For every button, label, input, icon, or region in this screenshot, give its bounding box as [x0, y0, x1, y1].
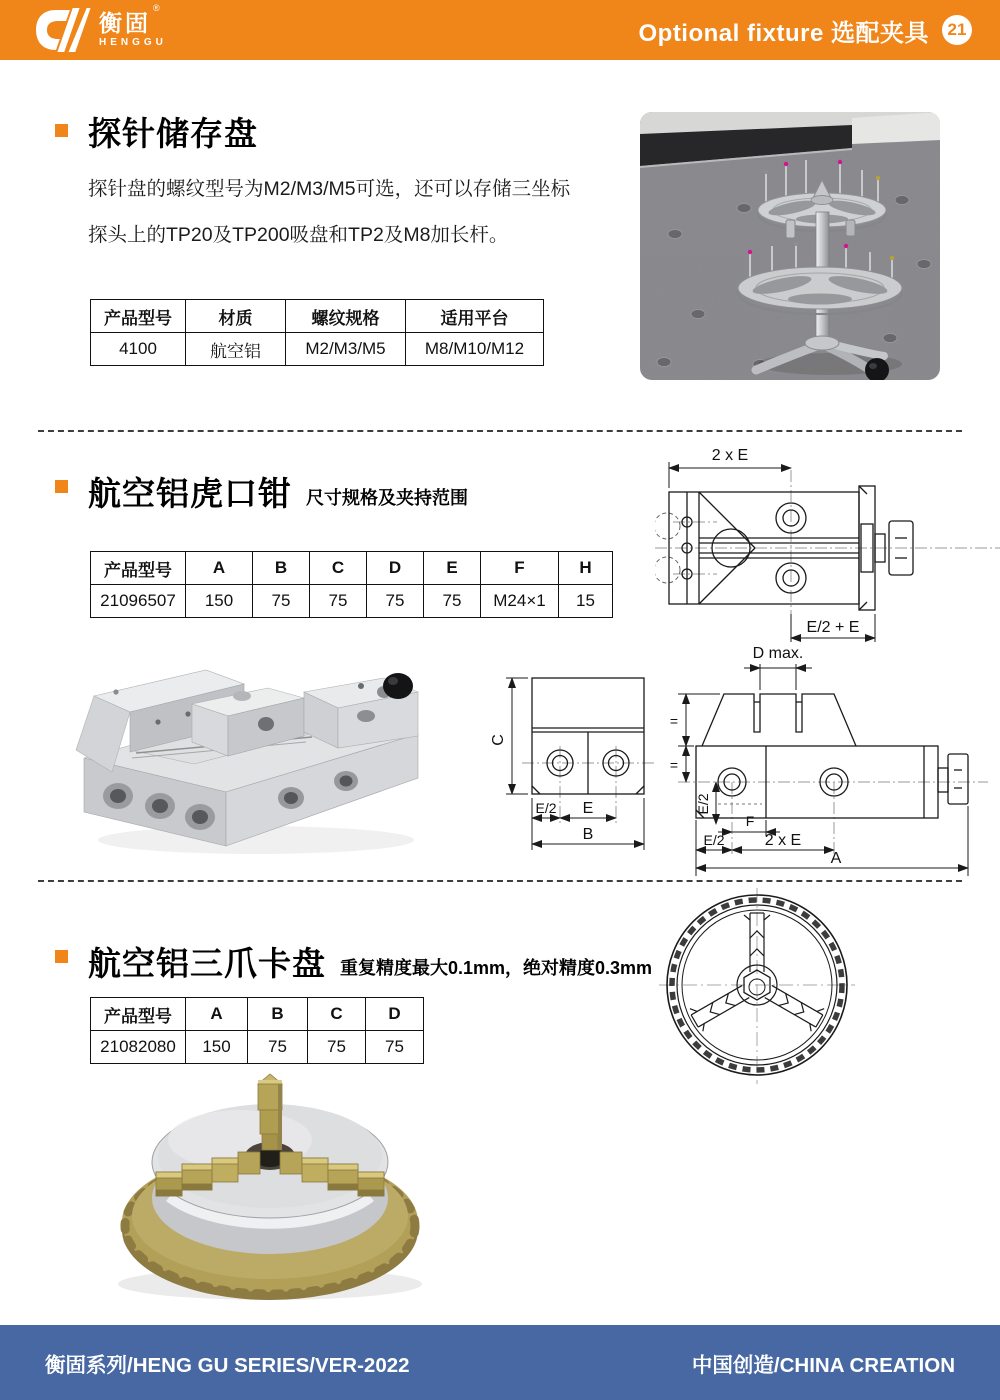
table-header-cell: 材质	[186, 300, 286, 333]
table-header-cell: D	[367, 552, 424, 585]
dimension-label: D max.	[752, 645, 804, 662]
table-cell: M24×1	[481, 585, 559, 618]
footer-series-text: 衡固系列/HENG GU SERIES/VER-2022	[45, 1353, 410, 1377]
table-header-cell: A	[186, 552, 253, 585]
table-cell: 75	[367, 585, 424, 618]
section2-subtitle: 尺寸规格及夹持范围	[306, 488, 468, 508]
table-header-cell: C	[308, 998, 366, 1031]
brand-text	[99, 3, 167, 48]
page-number-badge: 21	[942, 15, 972, 45]
table-cell: 75	[424, 585, 481, 618]
dimension-label: 2 x E	[764, 832, 802, 849]
table-header-cell: B	[248, 998, 308, 1031]
dimension-label: =	[669, 713, 679, 729]
table-cell: 15	[559, 585, 613, 618]
page-header	[0, 0, 1000, 60]
product-photo-chuck	[92, 1050, 442, 1315]
table-header-cell: 适用平台	[406, 300, 544, 333]
brand-logo	[34, 3, 167, 53]
brand-name-en: HENGGU	[99, 37, 167, 48]
table-cell: 150	[186, 585, 253, 618]
dashed-divider	[38, 430, 962, 432]
dimension-label: E/2	[703, 832, 725, 848]
table-cell: 航空铝	[186, 333, 286, 366]
dimension-label: 2 x E	[711, 447, 749, 464]
dimension-label: E/2	[535, 800, 557, 816]
section1-title: 探针储存盘	[88, 115, 258, 152]
section-bullet-icon	[55, 950, 68, 963]
table-cell: 75	[248, 1031, 308, 1064]
table-header-cell: 产品型号	[91, 998, 186, 1031]
dimension-label: F	[745, 813, 755, 829]
brand-name-cn: 衡固	[99, 10, 151, 36]
section1-description	[88, 166, 578, 258]
table-cell: 75	[253, 585, 310, 618]
table-header-cell: 产品型号	[91, 552, 186, 585]
table-cell: 21096507	[91, 585, 186, 618]
product-photo-probe-tray	[640, 112, 940, 380]
table-header-cell: D	[366, 998, 424, 1031]
description-line: 探头上的TP20及TP200吸盘和TP2及M8加长杆。	[88, 224, 509, 246]
dimension-label: E	[582, 800, 594, 817]
product-photo-vise	[66, 630, 432, 858]
table-cell: 4100	[91, 333, 186, 366]
table-header-cell: E	[424, 552, 481, 585]
table-header-cell: 产品型号	[91, 300, 186, 333]
table-header-cell: A	[186, 998, 248, 1031]
table-header-cell: H	[559, 552, 613, 585]
dimension-label: =	[669, 757, 679, 773]
page-footer	[0, 1325, 1000, 1400]
section-bullet-icon	[55, 124, 68, 137]
footer-creation-text: 中国创造/CHINA CREATION	[691, 1353, 955, 1377]
table-header-cell: C	[310, 552, 367, 585]
section3-title: 航空铝三爪卡盘	[88, 945, 326, 982]
henggu-logo-icon	[34, 7, 92, 53]
table-cell: 21082080	[91, 1031, 186, 1064]
registered-mark: ®	[153, 3, 160, 13]
table-cell: 150	[186, 1031, 248, 1064]
vise-front-view-drawing	[482, 666, 682, 872]
dimension-label: E/2	[695, 793, 711, 815]
dashed-divider	[38, 880, 962, 882]
dimension-label: E/2 + E	[806, 619, 860, 636]
table-header-cell: F	[481, 552, 559, 585]
table-cell: M2/M3/M5	[286, 333, 406, 366]
vise-top-view-drawing	[655, 442, 1000, 654]
table-cell: 75	[308, 1031, 366, 1064]
dimension-label: A	[830, 850, 842, 867]
table-cell: 75	[310, 585, 367, 618]
section2-title: 航空铝虎口钳	[88, 475, 292, 512]
section3-subtitle: 重复精度最大0.1mm，绝对精度0.3mm	[340, 958, 653, 978]
table-cell: 75	[366, 1031, 424, 1064]
description-line: 探针盘的螺纹型号为M2/M3/M5可选，还可以存储三坐标	[88, 178, 571, 200]
table-header-cell: 螺纹规格	[286, 300, 406, 333]
table-cell: M8/M10/M12	[406, 333, 544, 366]
page-title: Optional fixture 选配夹具	[638, 19, 929, 47]
table-header-cell: B	[253, 552, 310, 585]
dimension-label: B	[582, 826, 594, 843]
chuck-top-view-drawing	[657, 886, 857, 1086]
section-bullet-icon	[55, 480, 68, 493]
vise-side-view-drawing	[666, 636, 998, 878]
probe-tray-spec-table	[90, 299, 544, 366]
dimension-label: C	[490, 734, 507, 746]
vise-spec-table	[90, 551, 613, 618]
